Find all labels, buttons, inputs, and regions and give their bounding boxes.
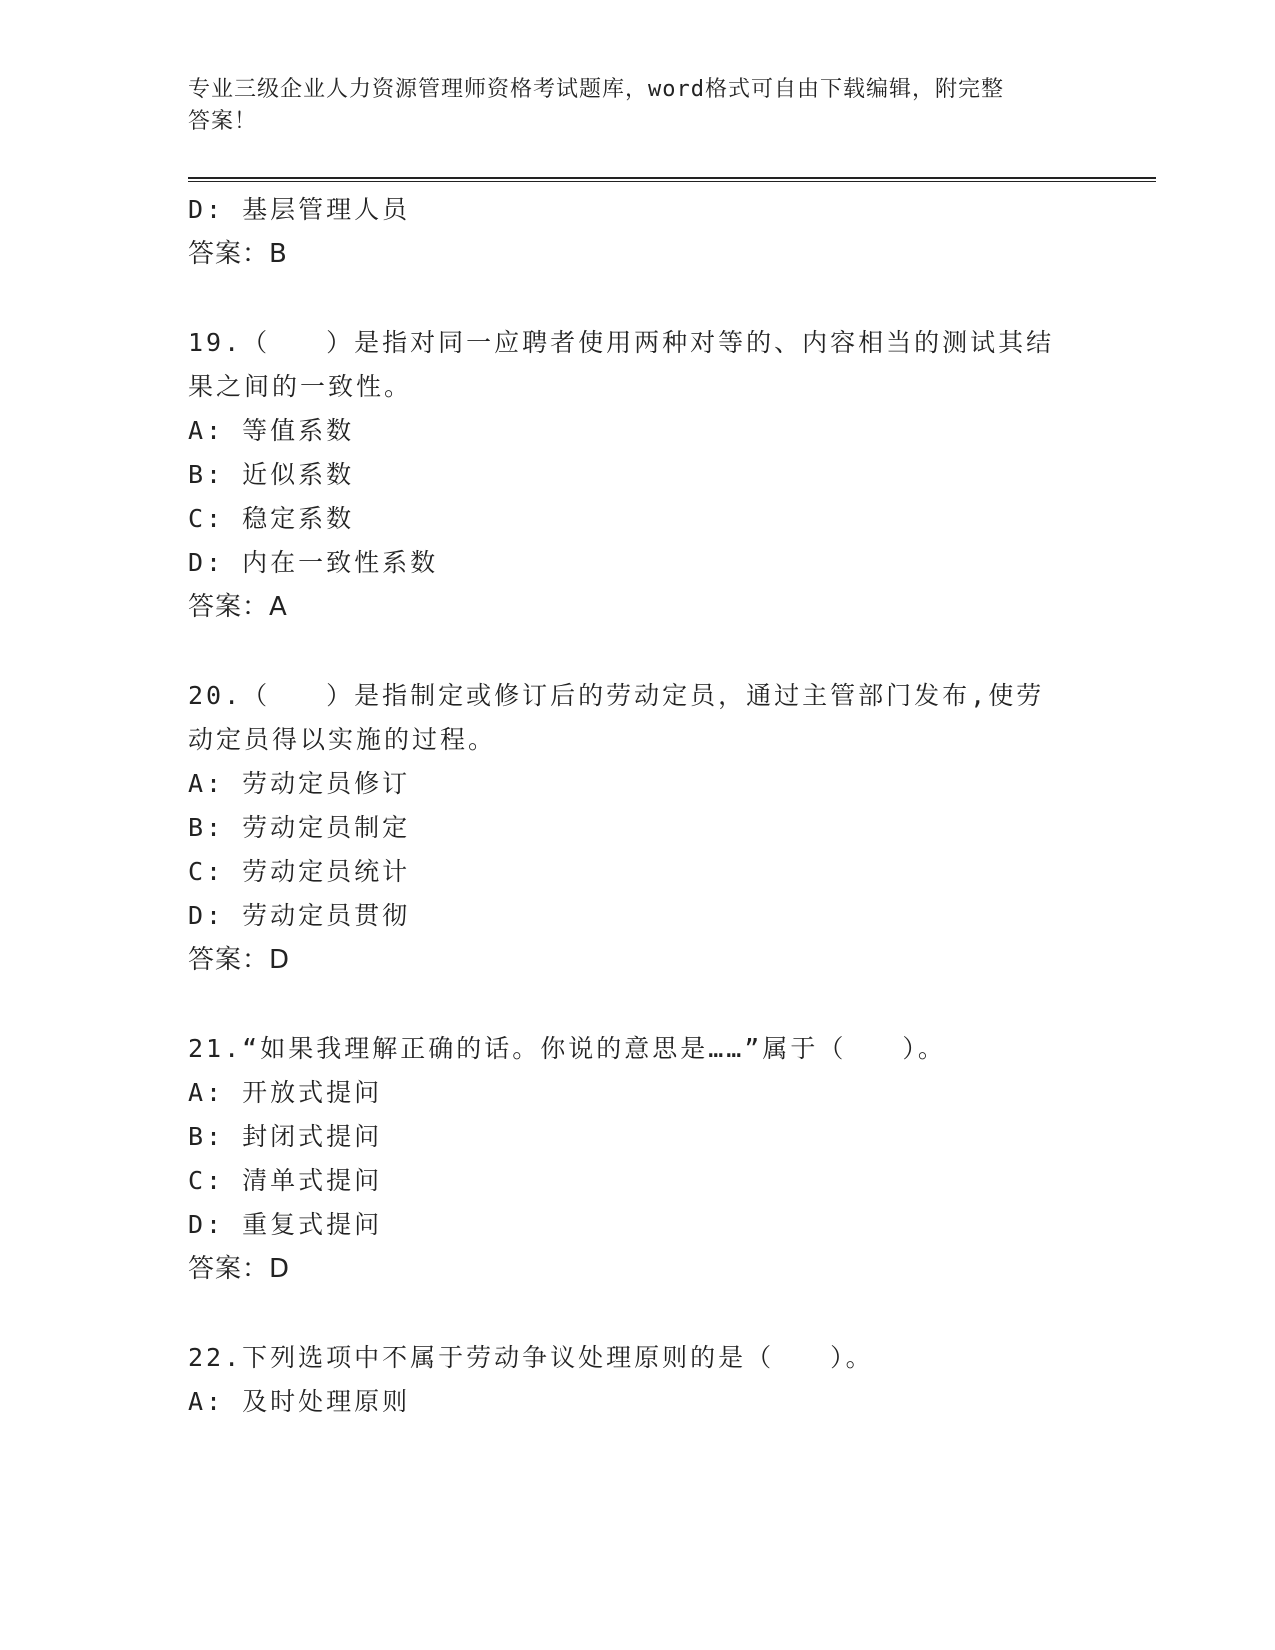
q20-option-d: D: 劳动定员贯彻 — [188, 901, 411, 930]
q20-stem-line-1: 20.（ ）是指制定或修订后的劳动定员，通过主管部门发布,使劳 — [188, 681, 1045, 710]
q21-option-d: D: 重复式提问 — [188, 1210, 383, 1239]
q19-option-c: C: 稳定系数 — [188, 504, 355, 533]
q20-option-c: C: 劳动定员统计 — [188, 857, 411, 886]
q19-option-b: B: 近似系数 — [188, 460, 355, 489]
q21-option-a: A: 开放式提问 — [188, 1078, 383, 1107]
q19-option-a: A: 等值系数 — [188, 416, 355, 445]
q21-option-c: C: 清单式提问 — [188, 1166, 383, 1195]
q20-option-a: A: 劳动定员修订 — [188, 769, 411, 798]
prev-option-d: D: 基层管理人员 — [188, 195, 411, 224]
q19-answer: 答案：A — [188, 592, 288, 622]
header-divider — [188, 177, 1156, 182]
q21-stem: 21.“如果我理解正确的话。你说的意思是……”属于（ ）。 — [188, 1034, 946, 1063]
q21-option-b: B: 封闭式提问 — [188, 1122, 383, 1151]
q22-option-a: A: 及时处理原则 — [188, 1387, 411, 1416]
header-line-2: 答案！ — [188, 109, 258, 134]
q22-stem: 22.下列选项中不属于劳动争议处理原则的是（ ）。 — [188, 1343, 874, 1372]
q19-option-d: D: 内在一致性系数 — [188, 548, 439, 577]
q19-stem-line-2: 果之间的一致性。 — [188, 372, 413, 401]
q21-answer: 答案：D — [188, 1254, 291, 1284]
header-line-1: 专业三级企业人力资源管理师资格考试题库，word格式可自由下载编辑，附完整 — [188, 77, 1004, 102]
q20-stem-line-2: 动定员得以实施的过程。 — [188, 725, 497, 754]
page-header — [188, 74, 1088, 138]
prev-answer: 答案：B — [188, 239, 288, 269]
q19-stem-line-1: 19.（ ）是指对同一应聘者使用两种对等的、内容相当的测试其结 — [188, 328, 1055, 357]
q20-option-b: B: 劳动定员制定 — [188, 813, 411, 842]
q20-answer: 答案：D — [188, 945, 291, 975]
